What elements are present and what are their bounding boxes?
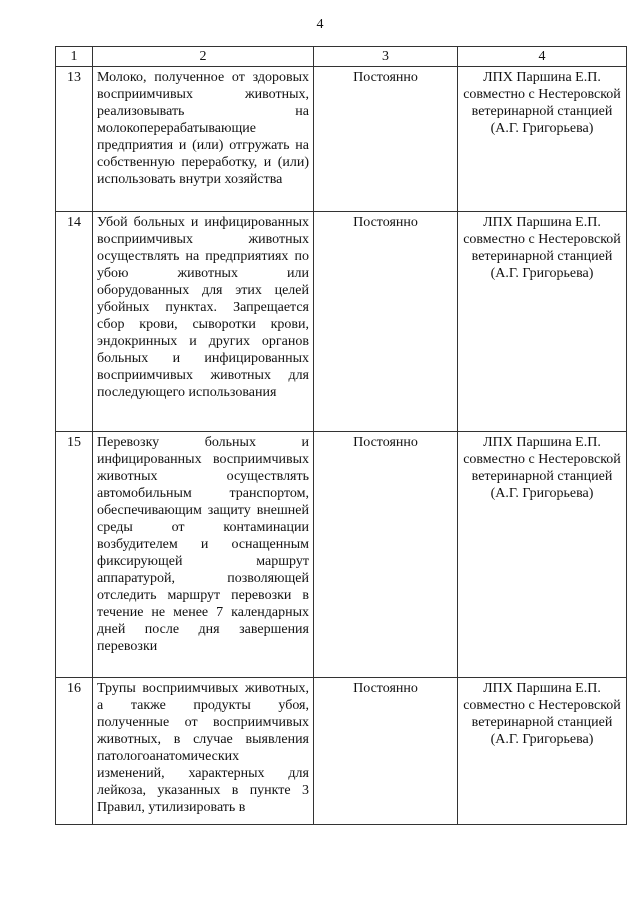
measure-responsible: ЛПХ Паршина Е.П. совместно с Нестеровской ветеринарной станцией (А.Г. Григорьева) xyxy=(458,212,627,432)
measure-term: Постоянно xyxy=(314,678,458,825)
column-header: 4 xyxy=(458,47,627,67)
row-number: 13 xyxy=(56,67,93,212)
table-header-row xyxy=(56,47,627,67)
measure-term: Постоянно xyxy=(314,212,458,432)
measure-term: Постоянно xyxy=(314,67,458,212)
page-number: 4 xyxy=(316,17,324,32)
measure-description: Трупы восприимчивых животных, а также продукты убоя, полученные от восприимчивых животных, в случае выявления патологоанатомических изменений, характерных для лейкоза, указанных в пункте 3 Правил, утилизировать в xyxy=(93,678,314,825)
row-number: 14 xyxy=(56,212,93,432)
measure-responsible: ЛПХ Паршина Е.П. совместно с Нестеровской ветеринарной станцией (А.Г. Григорьева) xyxy=(458,67,627,212)
table-row xyxy=(56,67,627,212)
measure-description: Молоко, полученное от здоровых восприимчивых животных, реализовывать на молокоперерабатывающие предприятия и (или) отгружать на собственную переработку, и (или) использовать внутри хозяйства xyxy=(93,67,314,212)
measure-description: Перевозку больных и инфицированных восприимчивых животных осуществлять автомобильным транспортом, обеспечивающим защиту внешней среды от контаминации возбудителем и оснащенным фиксирующей маршрут аппаратурой, позволяющей отследить маршрут перевозки в течение не менее 7 календарных дней после дня завершения перевозки xyxy=(93,432,314,678)
table-row xyxy=(56,432,627,678)
table-row xyxy=(56,212,627,432)
column-header: 3 xyxy=(314,47,458,67)
measure-responsible: ЛПХ Паршина Е.П. совместно с Нестеровской ветеринарной станцией (А.Г. Григорьева) xyxy=(458,678,627,825)
row-number: 16 xyxy=(56,678,93,825)
measures-table xyxy=(55,46,627,825)
column-header: 2 xyxy=(93,47,314,67)
measure-description: Убой больных и инфицированных восприимчивых животных осуществлять на предприятиях по убою животных или оборудованных для этих целей убойных пунктах. Запрещается сбор крови, сыворотки крови, эндокринных и других органов больных и инфицированных восприимчивых животных для последующего использования xyxy=(93,212,314,432)
measure-term: Постоянно xyxy=(314,432,458,678)
measure-responsible: ЛПХ Паршина Е.П. совместно с Нестеровской ветеринарной станцией (А.Г. Григорьева) xyxy=(458,432,627,678)
column-header: 1 xyxy=(56,47,93,67)
table-row xyxy=(56,678,627,825)
row-number: 15 xyxy=(56,432,93,678)
